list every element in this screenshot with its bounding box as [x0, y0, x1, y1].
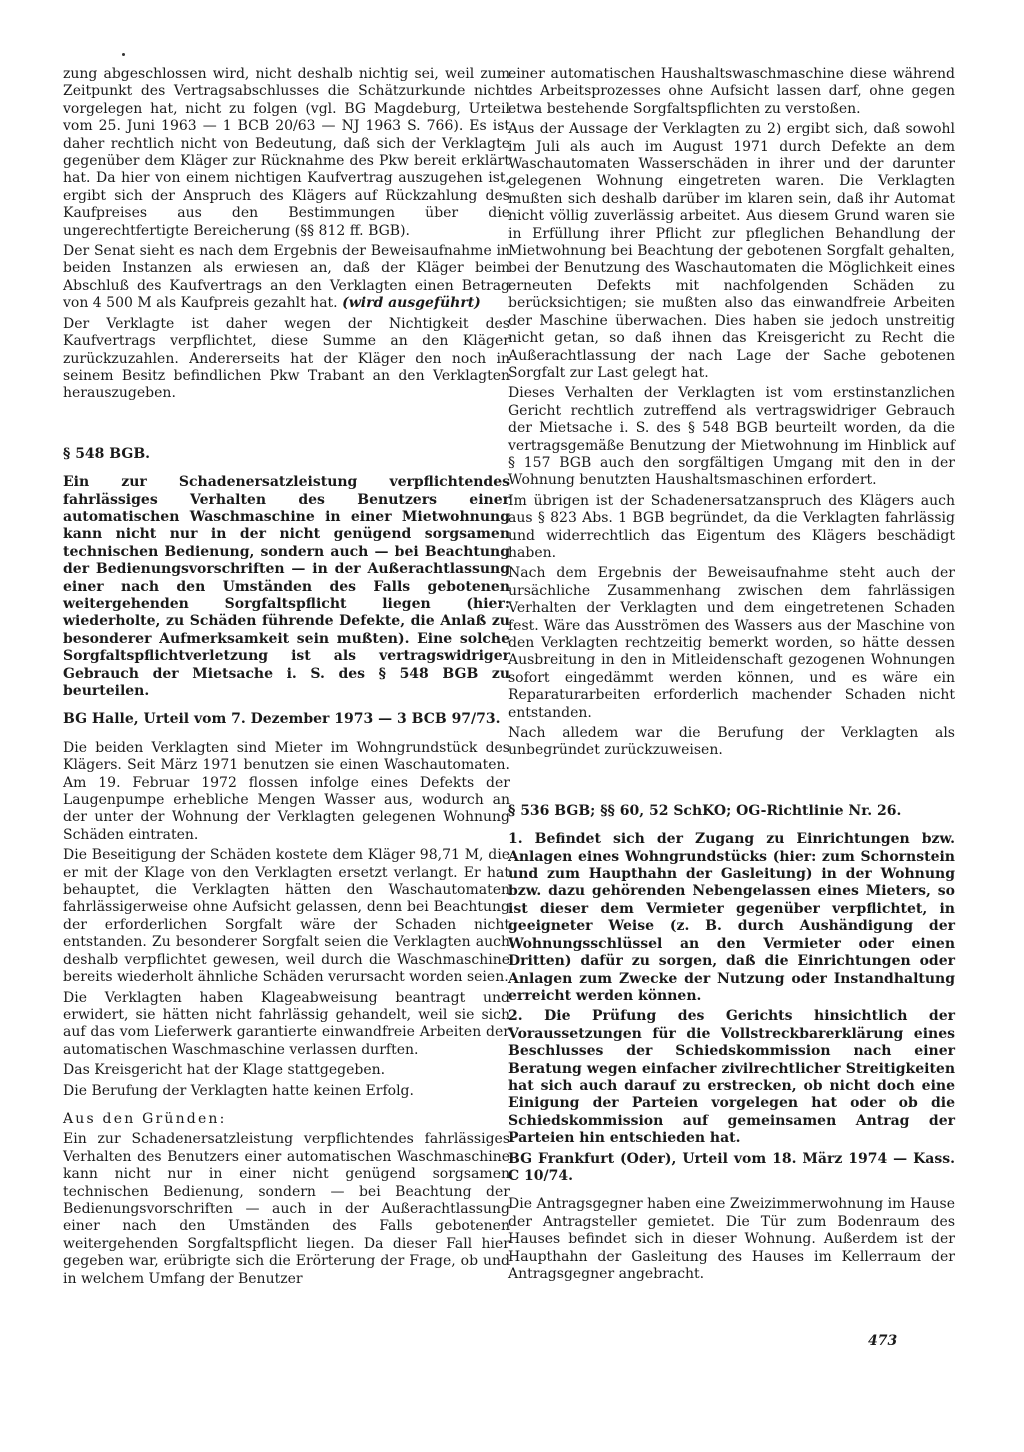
section-gap: [508, 763, 955, 803]
paragraph: Der Verklagte ist daher wegen der Nichtigkeit des Kaufvertrags verpflichtet, diese Summe an den Kläger zurückzuzahlen. Andererseits hat der Kläger den noch in seinem Besitz befindlichen Pkw Trabant an den Verklagten herauszugeben.: [63, 315, 510, 402]
paragraph: Die Beseitigung der Schäden kostete dem Kläger 98,71 M, die er mit der Klage von den Verklagten ersetzt verlangt. Er hat behauptet, die Verklagten hätten den Waschautomaten fahrlässigerweise ohne Aufsicht gelassen, denn bei Beachtung der erforderlichen Sorgfalt wäre der Schaden nicht entstanden. Zu besonderer Sorgfalt seien die Verklagten auch deshalb verpflichtet gewesen, weil durch die Waschmaschine bereits wiederholt ähnliche Schäden verursacht worden seien.: [63, 847, 510, 986]
paragraph: Die Verklagten haben Klageabweisung beantragt und erwidert, sie hätten nicht fahrlässig gehandelt, weil sie sich auf das vom Lieferwerk garantierte einwandfreie Arbeiten der automatischen Waschmaschine verlassen durften.: [63, 989, 510, 1058]
section-heading: § 548 BGB.: [63, 445, 151, 462]
paragraph: Aus der Aussage der Verklagten zu 2) ergibt sich, daß sowohl im Juli als auch im August 1971 durch Defekte an dem Waschautomaten Wasserschäden in ihrer und der darunter gelegenen Wohnung eingetreten waren. Die Verklagten mußten sich deshalb darüber im klaren sein, daß ihr Automat nicht völlig zuverlässig arbeitet. Aus diesem Grund waren sie in Erfüllung ihrer Pflicht zur pfleglichen Behandlung der Mietwohnung bei Beachtung der gebotenen Sorgfalt gehalten, bei der Benutzung des Waschautomaten die Möglichkeit eines erneuten Defekts mit nachfolgenden Schäden zu berücksichtigen; sie mußten also das einwandfreie Arbeiten der Maschine überwachen. Dies haben sie jedoch unstreitig nicht getan, so daß ihnen das Kreisgericht zu Recht die Außerachtlassung der nach Lage der Sache gebotenen Sorgfalt zur Last gelegt hat.: [508, 121, 955, 381]
section-gap: [63, 703, 510, 711]
paragraph: Nach alledem war die Berufung der Verklagten als unbegründet zurückzuweisen.: [508, 725, 955, 759]
headnote: Ein zur Schadenersatzleistung verpflichtendes fahrlässiges Verhalten des Benutzers einer automatischen Waschmaschine in einer Mietwohnung kann nicht nur in der nicht genügend sorgsamen technischen Bedienung, sondern auch — bei Beachtung der Bedienungsvorschriften — in der Außerachtlassung einer nach den Umständen des Falls gebotenen weitergehenden Sorgfaltspflicht liegen (hier: wiederholte, zu Schäden führende Defekte, die Anlaß zu besonderer Aufmerksamkeit sein mußten). Eine solche Sorgfaltspflichtverletzung ist als vertragswidriger Gebrauch der Mietsache i. S. des § 548 BGB zu beurteilen.: [63, 474, 510, 699]
paragraph: Nach dem Ergebnis der Beweisaufnahme steht auch der ursächliche Zusammenhang zwischen dem fahrlässigen Verhalten der Verklagten und dem eingetretenen Schaden fest. Wäre das Ausströmen des Wassers aus der Maschine von den Verklagten rechtzeitig bemerkt worden, so hätte dessen Ausbreitung in den in Mitleidenschaft gezogenen Wohnungen sofort eingedämmt werden können, und es wäre ein Reparaturarbeiten erforderlich machender Schaden nicht entstanden.: [508, 565, 955, 721]
section-heading: § 536 BGB; §§ 60, 52 SchKO; OG-Richtlinie Nr. 26.: [508, 802, 902, 819]
paragraph: Die Antragsgegner haben eine Zweizimmerwohnung im Hause der Antragsteller gemietet. Die Tür zum Bodenraum des Hauses befindet sich in dieser Wohnung. Außerdem ist der Haupthahn der Gasleitung des Hauses im Kellerraum der Antragsgegner angebracht.: [508, 1196, 955, 1282]
left-column: [63, 66, 510, 1291]
headnote: 2. Die Prüfung des Gerichts hinsichtlich der Voraussetzungen für die Vollstreckbarerklärung eines Beschlusses der Schiedskommission nach einer Beratung wegen einfacher zivilrechtlicher Streitigkeiten hat sich auch darauf zu erstrecken, ob nicht doch eine Einigung der Parteien vorgelegen hat oder ob die Schiedskommission auf gemeinsamen Antrag der Parteien hin entschieden hat.: [508, 1008, 955, 1147]
paragraph: Die beiden Verklagten sind Mieter im Wohngrundstück des Klägers. Seit März 1971 benutzen sie einen Waschautomaten. Am 19. Februar 1972 flossen infolge eines Defekts der Laugenpumpe erhebliche Mengen Wasser aus, wodurch an der unter der Wohnung der Verklagten gelegenen Wohnung Schäden eintraten.: [63, 739, 510, 843]
speck-mark: [122, 53, 125, 56]
section-gap: [508, 1188, 955, 1196]
section-gap: [63, 1103, 510, 1111]
paragraph: zung abgeschlossen wird, nicht deshalb nichtig sei, weil zum Zeitpunkt des Vertragsabschlusses die Schätzurkunde nicht vorgelegen hat, nicht zu folgen (vgl. BG Magdeburg, Urteil vom 25. Juni 1963 — 1 BCB 20/63 — NJ 1963 S. 766). Es ist daher rechtlich nicht von Bedeutung, daß sich der Verklagte gegenüber dem Kläger zur Rücknahme des Pkw bereit erklärt hat. Da hier von einem nichtigen Kaufvertrag auszugehen ist, ergibt sich der Anspruch des Klägers auf Rückzahlung des Kaufpreises aus den Bestimmungen über die ungerechtfertigte Bereicherung (§§ 812 ff. BGB).: [63, 66, 510, 239]
page-number: 473: [868, 1333, 898, 1349]
paragraph: Im übrigen ist der Schadenersatzanspruch des Klägers auch aus § 823 Abs. 1 BGB begründet, da die Verklagten fahrlässig und widerrechtlich das Eigentum des Klägers beschädigt haben.: [508, 492, 955, 561]
section-gap: [63, 466, 510, 474]
paragraph: Das Kreisgericht hat der Klage stattgegeben.: [63, 1062, 386, 1079]
headnote: 1. Befindet sich der Zugang zu Einrichtungen bzw. Anlagen eines Wohngrundstücks (hier: zum Schornstein und zum Haupthahn der Gasleitung) in der Wohnung bzw. dazu gehörenden Nebengelassen eines Mieters, so ist dieser dem Vermieter gegenüber verpflichtet, in geeigneter Weise (z. B. durch Aushändigung der Wohnungsschlüssel an den Vermieter oder einen Dritten) dafür zu sorgen, daß die Einrichtungen oder Anlagen zum Zwecke der Nutzung oder Instandhaltung erreicht werden können.: [508, 831, 955, 1004]
right-column: [508, 66, 955, 1286]
paragraph-text: Der Senat sieht es nach dem Ergebnis der Beweisaufnahme in beiden Instanzen als erwiesen an, daß der Kläger beim Abschluß des Kaufvertrags an den Verklagten einen Betrag von 4 500 M als Kaufpreis gezahlt hat.: [63, 243, 510, 312]
paragraph: [63, 243, 510, 313]
section-gap: [508, 823, 955, 831]
section-gap: [63, 406, 510, 446]
court-citation: BG Frankfurt (Oder), Urteil vom 18. März 1974 — Kass. C 10/74.: [508, 1150, 955, 1184]
paragraph: Die Berufung der Verklagten hatte keinen Erfolg.: [63, 1082, 414, 1099]
court-citation: BG Halle, Urteil vom 7. Dezember 1973 — 3 BCB 97/73.: [63, 711, 501, 728]
section-gap: [63, 732, 510, 740]
omission-note: (wird ausgeführt): [342, 295, 481, 312]
paragraph: einer automatischen Haushaltswaschmaschine diese während des Arbeitsprozesses ohne Aufsicht lassen darf, ohne gegen etwa bestehende Sorgfaltspflichten zu verstoßen.: [508, 66, 955, 117]
subsection-heading: Aus den Gründen:: [63, 1110, 227, 1127]
paragraph: Ein zur Schadenersatzleistung verpflichtendes fahrlässiges Verhalten des Benutzers einer automatischen Waschmaschine kann nicht nur in einer nicht genügend sorgsamen technischen Bedienung, sondern — bei Beachtung der Bedienungsvorschriften — auch in der Außerachtlassung einer nach den Umständen des Falls gebotenen weitergehenden Sorgfaltspflicht liegen. Da dieser Fall hier gegeben war, erübrigte sich die Erörterung der Frage, ob und in welchem Umfang der Benutzer: [63, 1131, 510, 1287]
paragraph: Dieses Verhalten der Verklagten ist vom erstinstanzlichen Gericht rechtlich zutreffend als vertragswidriger Gebrauch der Mietsache i. S. des § 548 BGB beurteilt worden, da die vertragsgemäße Benutzung der Mietwohnung im Hinblick auf § 157 BGB auch den sorgfältigen Umgang mit den in der Wohnung benutzten Haushaltsmaschinen erfordert.: [508, 385, 955, 489]
